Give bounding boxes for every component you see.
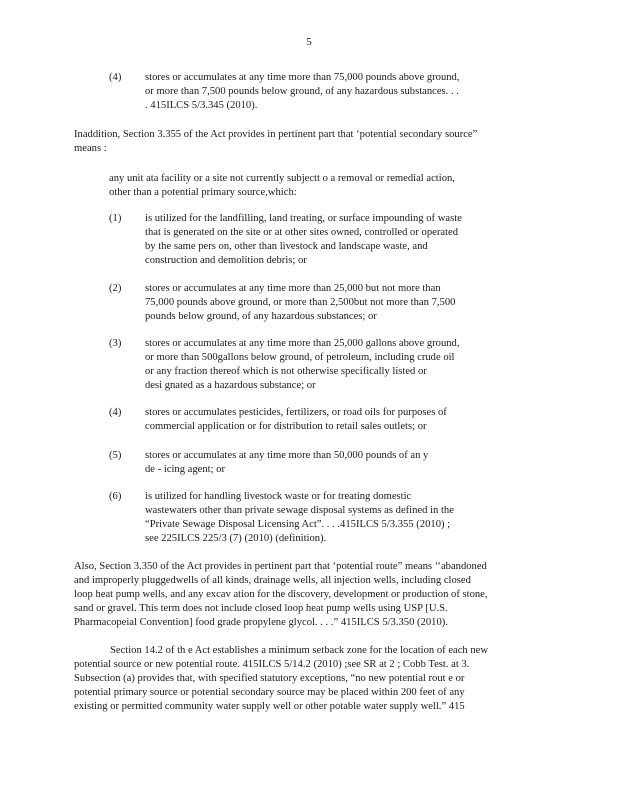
text-line: or more than 500gallons below ground, of petroleum, including crude oil [145,351,455,363]
text-line: stores or accumulates at any time more than 25,000 gallons above ground, [145,338,460,349]
list-item-text [145,71,460,113]
text-line: that is generated on the site or at other sites owned, controlled or operated [145,226,459,238]
item-number: (6) [109,491,122,502]
text-line: wastewaters other than private sewage disposal systems as defined in the [145,504,454,516]
text-line: Subsection (a) provides that, with specified statutory exceptions, “no new potential rout e or [74,672,465,684]
text-line: or more than 7,500 pounds below ground, of any hazardous substances. . . [145,85,459,97]
text-line: construction and demolition debris; or [145,254,307,266]
text-line: existing or permitted community water supply well or other potable water supply well.” 415 [74,700,465,712]
text-line: is utilized for the landfilling, land treating, or surface impounding of waste [145,213,462,224]
item-number: (5) [109,450,122,461]
text-line: stores or accumulates at any time more than 50,000 pounds of an y [145,450,429,461]
text-line: potential source or new potential route. 415ILCS 5/14.2 (2010) ;see SR at 2 ; Cobb Test. at 3. [74,658,470,670]
item-number: (4) [109,407,122,418]
text-line: potential primary source or potential secondary source may be placed within 200 feet of any [74,686,465,698]
paragraph-section-142 [74,644,488,714]
list-item-text [145,490,454,546]
text-line: means : [74,142,107,154]
list-item-text [145,406,447,434]
text-line: Section 14.2 of th e Act establishes a minimum setback zone for the location of each new [110,645,489,656]
list-item-text [145,337,460,393]
text-line: Also, Section 3.350 of the Act provides in pertinent part that ‘potential route” means ‘‘abandoned [74,561,487,572]
paragraph-section-3350 [74,560,488,630]
item-number: (4) [109,72,122,83]
text-line: sand or gravel. This term does not include closed loop heat pump wells using USP [U.S. [74,602,448,614]
block-quote [109,172,455,200]
text-line: stores or accumulates at any time more than 25,000 but not more than [145,283,441,294]
text-line: de - icing agent; or [145,463,226,475]
text-line: stores or accumulates pesticides, fertilizers, or road oils for purposes of [145,407,447,418]
text-line: any unit ata facility or a site not currently subjectt o a removal or remedial action, [109,173,455,184]
paragraph-section-3355-intro [74,128,477,156]
text-line: other than a potential primary source,which: [109,186,297,198]
text-line: stores or accumulates at any time more than 75,000 pounds above ground, [145,72,460,83]
text-line: loop heat pump wells, and any excav ation for the discovery, development or production of stone, [74,588,488,600]
list-item-text [145,449,428,477]
text-line: is utilized for handling livestock waste or for treating domestic [145,491,412,502]
text-line: see 225ILCS 225/3 (7) (2010) (definition). [145,532,327,544]
list-item-text [145,282,455,324]
text-line: by the same pers on, other than livestock and landscape waste, and [145,240,428,252]
page-number: 5 [306,36,312,48]
text-line: pounds below ground, of any hazardous substances; or [145,310,377,322]
text-line: “Private Sewage Disposal Licensing Act”. . . .415ILCS 5/3.355 (2010) ; [145,518,451,530]
text-line: and improperly pluggedwells of all kinds, drainage wells, all injection wells, including closed [74,574,471,586]
text-line: Pharmacopeial Convention] food grade propylene glycol. . . .” 415ILCS 5/3.350 (2010). [74,616,448,628]
item-number: (2) [109,283,122,294]
text-line: Inaddition, Section 3.355 of the Act provides in pertinent part that ‘potential secondary source” [74,129,478,140]
text-line: 75,000 pounds above ground, or more than 2,500but not more than 7,500 [145,296,456,308]
text-line: commercial application or for distribution to retail sales outlets; or [145,420,427,432]
item-number: (1) [109,213,122,224]
text-line: desi gnated as a hazardous substance; or [145,379,316,391]
text-line: or any fraction thereof which is not otherwise specifically listed or [145,365,427,377]
text-line: . 415ILCS 5/3.345 (2010). [145,99,258,111]
list-item-text [145,212,462,268]
item-number: (3) [109,338,122,349]
